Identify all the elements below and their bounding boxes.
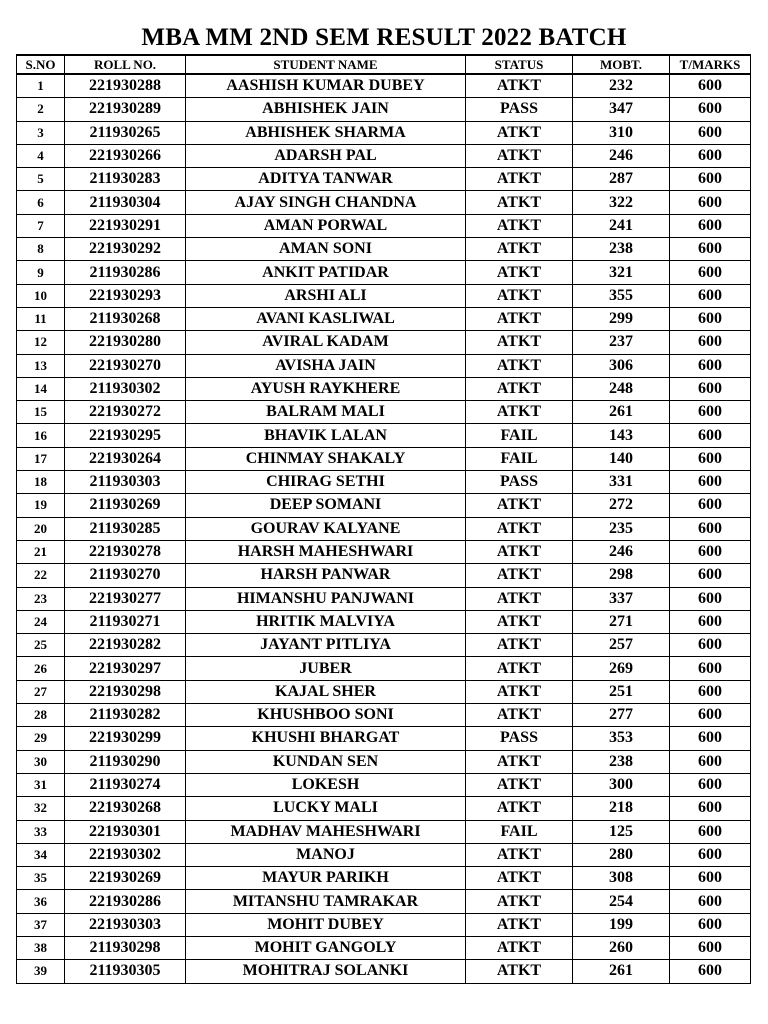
header-marks-obtained: MOBT.: [573, 55, 670, 74]
roll-no-cell: 221930288: [65, 74, 186, 98]
status-cell: ATKT: [466, 750, 573, 773]
total-marks-cell: 600: [670, 540, 751, 563]
status-cell: ATKT: [466, 843, 573, 866]
total-marks-cell: 600: [670, 634, 751, 657]
status-cell: ATKT: [466, 657, 573, 680]
table-row: [17, 843, 751, 866]
table-row: [17, 168, 751, 191]
table-row: [17, 377, 751, 400]
student-name-cell: LUCKY MALI: [186, 797, 466, 820]
roll-no-cell: 221930272: [65, 401, 186, 424]
sno-cell: 33: [17, 820, 65, 843]
table-row: [17, 517, 751, 540]
status-cell: ATKT: [466, 913, 573, 936]
status-cell: ATKT: [466, 284, 573, 307]
student-name-cell: HRITIK MALVIYA: [186, 610, 466, 633]
header-sno: S.NO: [17, 55, 65, 74]
sno-cell: 14: [17, 377, 65, 400]
table-header-row: [17, 55, 751, 74]
sno-cell: 29: [17, 727, 65, 750]
marks-obtained-cell: 299: [573, 307, 670, 330]
sno-cell: 23: [17, 587, 65, 610]
roll-no-cell: 221930293: [65, 284, 186, 307]
sno-cell: 9: [17, 261, 65, 284]
sno-cell: 1: [17, 74, 65, 98]
marks-obtained-cell: 306: [573, 354, 670, 377]
status-cell: ATKT: [466, 634, 573, 657]
sno-cell: 37: [17, 913, 65, 936]
page-title: MBA MM 2ND SEM RESULT 2022 BATCH: [141, 24, 627, 51]
student-name-cell: HARSH PANWAR: [186, 564, 466, 587]
sno-cell: 3: [17, 121, 65, 144]
marks-obtained-cell: 321: [573, 261, 670, 284]
student-name-cell: BALRAM MALI: [186, 401, 466, 424]
marks-obtained-cell: 218: [573, 797, 670, 820]
status-cell: ATKT: [466, 191, 573, 214]
marks-obtained-cell: 280: [573, 843, 670, 866]
marks-obtained-cell: 287: [573, 168, 670, 191]
status-cell: ATKT: [466, 797, 573, 820]
roll-no-cell: 221930286: [65, 890, 186, 913]
total-marks-cell: 600: [670, 214, 751, 237]
roll-no-cell: 221930277: [65, 587, 186, 610]
marks-obtained-cell: 237: [573, 331, 670, 354]
roll-no-cell: 211930283: [65, 168, 186, 191]
marks-obtained-cell: 260: [573, 936, 670, 959]
student-name-cell: AVIRAL KADAM: [186, 331, 466, 354]
student-name-cell: HIMANSHU PANJWANI: [186, 587, 466, 610]
table-row: [17, 74, 751, 98]
sno-cell: 19: [17, 494, 65, 517]
total-marks-cell: 600: [670, 191, 751, 214]
marks-obtained-cell: 199: [573, 913, 670, 936]
sno-cell: 24: [17, 610, 65, 633]
total-marks-cell: 600: [670, 913, 751, 936]
table-row: [17, 238, 751, 261]
marks-obtained-cell: 251: [573, 680, 670, 703]
sno-cell: 21: [17, 540, 65, 563]
total-marks-cell: 600: [670, 377, 751, 400]
total-marks-cell: 600: [670, 447, 751, 470]
sno-cell: 36: [17, 890, 65, 913]
status-cell: PASS: [466, 98, 573, 121]
student-name-cell: CHIRAG SETHI: [186, 471, 466, 494]
student-name-cell: MOHIT DUBEY: [186, 913, 466, 936]
table-row: [17, 634, 751, 657]
sno-cell: 25: [17, 634, 65, 657]
roll-no-cell: 221930295: [65, 424, 186, 447]
status-cell: ATKT: [466, 890, 573, 913]
total-marks-cell: 600: [670, 960, 751, 983]
total-marks-cell: 600: [670, 773, 751, 796]
total-marks-cell: 600: [670, 680, 751, 703]
student-name-cell: MOHITRAJ SOLANKI: [186, 960, 466, 983]
student-name-cell: LOKESH: [186, 773, 466, 796]
student-name-cell: CHINMAY SHAKALY: [186, 447, 466, 470]
table-row: [17, 750, 751, 773]
student-name-cell: AJAY SINGH CHANDNA: [186, 191, 466, 214]
table-row: [17, 261, 751, 284]
total-marks-cell: 600: [670, 354, 751, 377]
sno-cell: 30: [17, 750, 65, 773]
marks-obtained-cell: 353: [573, 727, 670, 750]
table-row: [17, 447, 751, 470]
marks-obtained-cell: 337: [573, 587, 670, 610]
marks-obtained-cell: 347: [573, 98, 670, 121]
status-cell: ATKT: [466, 214, 573, 237]
student-name-cell: MAYUR PARIKH: [186, 867, 466, 890]
header-roll-no: ROLL NO.: [65, 55, 186, 74]
status-cell: ATKT: [466, 517, 573, 540]
table-row: [17, 564, 751, 587]
status-cell: PASS: [466, 727, 573, 750]
roll-no-cell: 211930270: [65, 564, 186, 587]
status-cell: FAIL: [466, 820, 573, 843]
sno-cell: 31: [17, 773, 65, 796]
status-cell: ATKT: [466, 680, 573, 703]
status-cell: ATKT: [466, 960, 573, 983]
sno-cell: 6: [17, 191, 65, 214]
marks-obtained-cell: 272: [573, 494, 670, 517]
total-marks-cell: 600: [670, 238, 751, 261]
status-cell: ATKT: [466, 144, 573, 167]
table-row: [17, 331, 751, 354]
table-row: [17, 797, 751, 820]
status-cell: FAIL: [466, 424, 573, 447]
student-name-cell: ADITYA TANWAR: [186, 168, 466, 191]
table-row: [17, 913, 751, 936]
header-total-marks: T/MARKS: [670, 55, 751, 74]
sno-cell: 34: [17, 843, 65, 866]
marks-obtained-cell: 310: [573, 121, 670, 144]
total-marks-cell: 600: [670, 74, 751, 98]
student-name-cell: AASHISH KUMAR DUBEY: [186, 74, 466, 98]
total-marks-cell: 600: [670, 564, 751, 587]
total-marks-cell: 600: [670, 261, 751, 284]
marks-obtained-cell: 254: [573, 890, 670, 913]
roll-no-cell: 221930292: [65, 238, 186, 261]
student-name-cell: AVANI KASLIWAL: [186, 307, 466, 330]
roll-no-cell: 221930278: [65, 540, 186, 563]
sno-cell: 7: [17, 214, 65, 237]
total-marks-cell: 600: [670, 121, 751, 144]
sno-cell: 13: [17, 354, 65, 377]
total-marks-cell: 600: [670, 424, 751, 447]
sno-cell: 5: [17, 168, 65, 191]
total-marks-cell: 600: [670, 284, 751, 307]
student-name-cell: GOURAV KALYANE: [186, 517, 466, 540]
roll-no-cell: 211930271: [65, 610, 186, 633]
roll-no-cell: 211930286: [65, 261, 186, 284]
table-row: [17, 960, 751, 983]
roll-no-cell: 221930280: [65, 331, 186, 354]
sno-cell: 28: [17, 704, 65, 727]
marks-obtained-cell: 246: [573, 144, 670, 167]
sno-cell: 18: [17, 471, 65, 494]
total-marks-cell: 600: [670, 704, 751, 727]
sno-cell: 10: [17, 284, 65, 307]
total-marks-cell: 600: [670, 98, 751, 121]
total-marks-cell: 600: [670, 890, 751, 913]
total-marks-cell: 600: [670, 610, 751, 633]
total-marks-cell: 600: [670, 797, 751, 820]
sno-cell: 17: [17, 447, 65, 470]
total-marks-cell: 600: [670, 494, 751, 517]
roll-no-cell: 221930291: [65, 214, 186, 237]
total-marks-cell: 600: [670, 727, 751, 750]
student-name-cell: AVISHA JAIN: [186, 354, 466, 377]
total-marks-cell: 600: [670, 307, 751, 330]
total-marks-cell: 600: [670, 936, 751, 959]
total-marks-cell: 600: [670, 168, 751, 191]
sno-cell: 38: [17, 936, 65, 959]
table-row: [17, 401, 751, 424]
table-row: [17, 471, 751, 494]
roll-no-cell: 211930290: [65, 750, 186, 773]
table-row: [17, 890, 751, 913]
sno-cell: 27: [17, 680, 65, 703]
total-marks-cell: 600: [670, 867, 751, 890]
roll-no-cell: 211930302: [65, 377, 186, 400]
status-cell: ATKT: [466, 867, 573, 890]
total-marks-cell: 600: [670, 144, 751, 167]
roll-no-cell: 211930285: [65, 517, 186, 540]
status-cell: ATKT: [466, 74, 573, 98]
roll-no-cell: 211930303: [65, 471, 186, 494]
total-marks-cell: 600: [670, 843, 751, 866]
table-row: [17, 773, 751, 796]
sno-cell: 22: [17, 564, 65, 587]
status-cell: ATKT: [466, 494, 573, 517]
sno-cell: 8: [17, 238, 65, 261]
table-row: [17, 936, 751, 959]
total-marks-cell: 600: [670, 471, 751, 494]
status-cell: FAIL: [466, 447, 573, 470]
marks-obtained-cell: 232: [573, 74, 670, 98]
status-cell: ATKT: [466, 121, 573, 144]
sno-cell: 35: [17, 867, 65, 890]
student-name-cell: AMAN SONI: [186, 238, 466, 261]
total-marks-cell: 600: [670, 750, 751, 773]
student-name-cell: KUNDAN SEN: [186, 750, 466, 773]
table-row: [17, 214, 751, 237]
marks-obtained-cell: 355: [573, 284, 670, 307]
sno-cell: 15: [17, 401, 65, 424]
table-row: [17, 98, 751, 121]
table-row: [17, 354, 751, 377]
total-marks-cell: 600: [670, 587, 751, 610]
roll-no-cell: 211930274: [65, 773, 186, 796]
student-name-cell: BHAVIK LALAN: [186, 424, 466, 447]
marks-obtained-cell: 300: [573, 773, 670, 796]
roll-no-cell: 211930269: [65, 494, 186, 517]
status-cell: ATKT: [466, 773, 573, 796]
status-cell: ATKT: [466, 540, 573, 563]
sno-cell: 4: [17, 144, 65, 167]
status-cell: ATKT: [466, 401, 573, 424]
student-name-cell: ABHISHEK JAIN: [186, 98, 466, 121]
roll-no-cell: 211930265: [65, 121, 186, 144]
student-name-cell: ARSHI ALI: [186, 284, 466, 307]
table-row: [17, 587, 751, 610]
student-name-cell: JUBER: [186, 657, 466, 680]
student-name-cell: KHUSHBOO SONI: [186, 704, 466, 727]
marks-obtained-cell: 298: [573, 564, 670, 587]
roll-no-cell: 221930282: [65, 634, 186, 657]
status-cell: ATKT: [466, 331, 573, 354]
marks-obtained-cell: 261: [573, 401, 670, 424]
roll-no-cell: 211930304: [65, 191, 186, 214]
student-name-cell: AMAN PORWAL: [186, 214, 466, 237]
marks-obtained-cell: 331: [573, 471, 670, 494]
student-name-cell: HARSH MAHESHWARI: [186, 540, 466, 563]
table-body: [17, 74, 751, 983]
student-name-cell: ADARSH PAL: [186, 144, 466, 167]
table-row: [17, 191, 751, 214]
student-name-cell: ABHISHEK SHARMA: [186, 121, 466, 144]
total-marks-cell: 600: [670, 401, 751, 424]
sno-cell: 26: [17, 657, 65, 680]
marks-obtained-cell: 143: [573, 424, 670, 447]
table-row: [17, 307, 751, 330]
student-name-cell: KHUSHI BHARGAT: [186, 727, 466, 750]
status-cell: PASS: [466, 471, 573, 494]
status-cell: ATKT: [466, 238, 573, 261]
marks-obtained-cell: 238: [573, 750, 670, 773]
roll-no-cell: 221930289: [65, 98, 186, 121]
marks-obtained-cell: 235: [573, 517, 670, 540]
marks-obtained-cell: 277: [573, 704, 670, 727]
total-marks-cell: 600: [670, 820, 751, 843]
marks-obtained-cell: 241: [573, 214, 670, 237]
table-row: [17, 121, 751, 144]
roll-no-cell: 221930298: [65, 680, 186, 703]
roll-no-cell: 221930303: [65, 913, 186, 936]
student-name-cell: AYUSH RAYKHERE: [186, 377, 466, 400]
sno-cell: 2: [17, 98, 65, 121]
status-cell: ATKT: [466, 704, 573, 727]
sno-cell: 39: [17, 960, 65, 983]
student-name-cell: MADHAV MAHESHWARI: [186, 820, 466, 843]
student-name-cell: MITANSHU TAMRAKAR: [186, 890, 466, 913]
student-name-cell: MANOJ: [186, 843, 466, 866]
marks-obtained-cell: 125: [573, 820, 670, 843]
student-name-cell: MOHIT GANGOLY: [186, 936, 466, 959]
results-table: [16, 54, 751, 984]
student-name-cell: ANKIT PATIDAR: [186, 261, 466, 284]
header-student-name: STUDENT NAME: [186, 55, 466, 74]
table-row: [17, 494, 751, 517]
marks-obtained-cell: 308: [573, 867, 670, 890]
marks-obtained-cell: 261: [573, 960, 670, 983]
table-row: [17, 657, 751, 680]
table-row: [17, 424, 751, 447]
student-name-cell: DEEP SOMANI: [186, 494, 466, 517]
marks-obtained-cell: 246: [573, 540, 670, 563]
table-row: [17, 680, 751, 703]
sno-cell: 11: [17, 307, 65, 330]
roll-no-cell: 221930269: [65, 867, 186, 890]
table-row: [17, 727, 751, 750]
header-status: STATUS: [466, 55, 573, 74]
roll-no-cell: 221930297: [65, 657, 186, 680]
marks-obtained-cell: 271: [573, 610, 670, 633]
roll-no-cell: 221930301: [65, 820, 186, 843]
marks-obtained-cell: 238: [573, 238, 670, 261]
status-cell: ATKT: [466, 936, 573, 959]
status-cell: ATKT: [466, 307, 573, 330]
roll-no-cell: 221930266: [65, 144, 186, 167]
roll-no-cell: 211930305: [65, 960, 186, 983]
table-row: [17, 610, 751, 633]
sno-cell: 12: [17, 331, 65, 354]
marks-obtained-cell: 140: [573, 447, 670, 470]
table-row: [17, 867, 751, 890]
student-name-cell: KAJAL SHER: [186, 680, 466, 703]
status-cell: ATKT: [466, 610, 573, 633]
table-row: [17, 540, 751, 563]
marks-obtained-cell: 248: [573, 377, 670, 400]
marks-obtained-cell: 257: [573, 634, 670, 657]
marks-obtained-cell: 322: [573, 191, 670, 214]
table-row: [17, 144, 751, 167]
roll-no-cell: 221930302: [65, 843, 186, 866]
table-row: [17, 704, 751, 727]
table-row: [17, 820, 751, 843]
sno-cell: 16: [17, 424, 65, 447]
roll-no-cell: 221930299: [65, 727, 186, 750]
status-cell: ATKT: [466, 354, 573, 377]
status-cell: ATKT: [466, 168, 573, 191]
table-row: [17, 284, 751, 307]
marks-obtained-cell: 269: [573, 657, 670, 680]
student-name-cell: JAYANT PITLIYA: [186, 634, 466, 657]
roll-no-cell: 211930298: [65, 936, 186, 959]
sno-cell: 20: [17, 517, 65, 540]
roll-no-cell: 211930282: [65, 704, 186, 727]
status-cell: ATKT: [466, 587, 573, 610]
total-marks-cell: 600: [670, 517, 751, 540]
roll-no-cell: 221930268: [65, 797, 186, 820]
roll-no-cell: 221930264: [65, 447, 186, 470]
total-marks-cell: 600: [670, 657, 751, 680]
status-cell: ATKT: [466, 261, 573, 284]
total-marks-cell: 600: [670, 331, 751, 354]
status-cell: ATKT: [466, 564, 573, 587]
roll-no-cell: 221930270: [65, 354, 186, 377]
roll-no-cell: 211930268: [65, 307, 186, 330]
sno-cell: 32: [17, 797, 65, 820]
status-cell: ATKT: [466, 377, 573, 400]
